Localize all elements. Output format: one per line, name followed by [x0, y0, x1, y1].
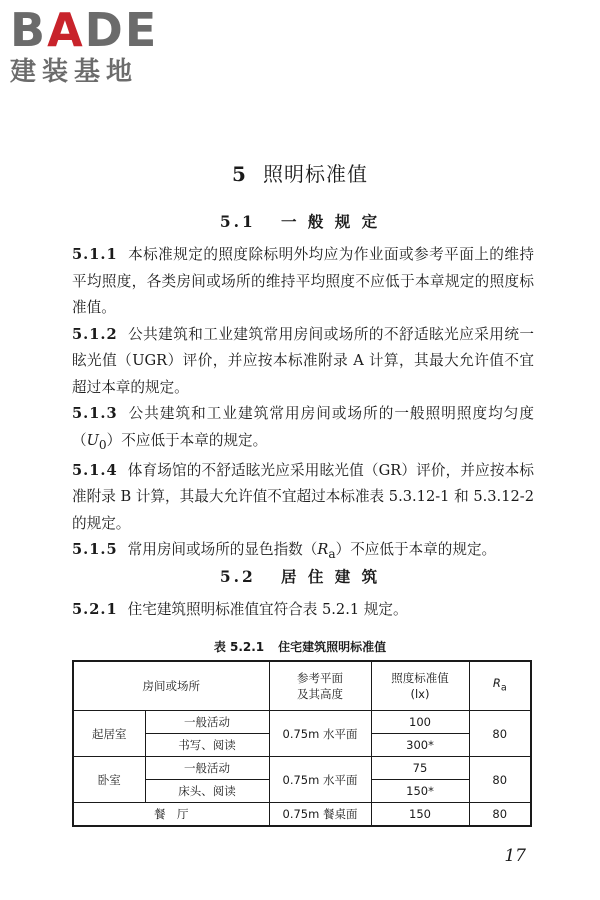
logo-letter-b: B	[10, 3, 48, 57]
clause-text-before: 常用房间或场所的显色指数（	[127, 541, 318, 559]
logo-subtitle: 建装基地	[10, 57, 139, 87]
cell-activity: 书写、阅读	[145, 734, 269, 757]
section-number: 5.2	[219, 567, 256, 586]
clause-text: 本标准规定的照度除标明外均应为作业面或参考平面上的维持平均照度，各类房间或场所的维持平均照度不应低于本章规定的照度标准值。	[72, 246, 534, 316]
clause-text: 住宅建筑照明标准值宜符合表 5.2.1 规定。	[127, 601, 408, 618]
section-number: 5.1	[219, 212, 256, 231]
cell-ra: 80	[469, 711, 531, 757]
clause-text-before: 公共建筑和工业建筑常用房间或场所的一般照明照度均匀度（	[72, 405, 534, 449]
clause-number: 5.1.3	[72, 405, 118, 422]
header-lux-line1: 照度标准值	[391, 671, 449, 685]
header-plane	[269, 661, 371, 711]
cell-lux: 150	[371, 803, 469, 827]
clause-5-1-5	[72, 537, 534, 567]
cell-lux: 150*	[371, 780, 469, 803]
cell-activity: 床头、阅读	[145, 780, 269, 803]
illuminance-table	[72, 660, 532, 827]
cell-lux: 300*	[371, 734, 469, 757]
cell-plane: 0.75m 水平面	[269, 757, 371, 803]
table-header-row	[73, 661, 531, 711]
chapter-title	[0, 158, 600, 187]
clause-5-1-4	[72, 458, 534, 538]
cell-room: 起居室	[73, 711, 145, 757]
header-room: 房间或场所	[73, 661, 269, 711]
header-lux-line2: (lx)	[410, 687, 430, 701]
cell-ra: 80	[469, 803, 531, 827]
logo-letters-de: DE	[84, 3, 159, 57]
chapter-number: 5	[232, 162, 247, 186]
clause-number: 5.1.5	[72, 541, 118, 559]
cell-room: 卧室	[73, 757, 145, 803]
header-lux	[371, 661, 469, 711]
clause-number: 5.1.1	[72, 246, 118, 263]
symbol-r: R	[317, 541, 329, 559]
page-number: 17	[504, 846, 526, 866]
chapter-title-text: 照明标准值	[262, 162, 368, 186]
table-caption-title: 住宅建筑照明标准值	[278, 640, 387, 654]
clause-5-2-1	[72, 597, 534, 624]
clause-text-after: ）不应低于本章的规定。	[335, 541, 497, 559]
logo-wordmark	[10, 3, 175, 57]
clause-block-5-1	[72, 242, 534, 568]
subscript-0: 0	[98, 437, 107, 452]
subscript-a: a	[328, 547, 336, 562]
header-ra-symbol: R	[492, 676, 501, 691]
table-row	[73, 711, 531, 734]
header-plane-line1: 参考平面	[297, 671, 343, 685]
clause-5-1-1	[72, 242, 534, 322]
clause-number: 5.2.1	[72, 601, 118, 618]
clause-number: 5.1.4	[72, 461, 118, 479]
cell-room: 餐 厅	[73, 803, 269, 827]
section-title-5-1	[0, 210, 600, 232]
cell-lux: 100	[371, 711, 469, 734]
header-plane-line2: 及其高度	[297, 687, 343, 701]
cell-plane: 0.75m 餐桌面	[269, 803, 371, 827]
table-row	[73, 757, 531, 780]
clause-text: 公共建筑和工业建筑常用房间或场所的不舒适眩光应采用统一眩光值（UGR）评价，并应按本标准附录 A 计算，其最大允许值不宜超过本章的规定。	[72, 325, 534, 396]
cell-ra: 80	[469, 757, 531, 803]
table-caption-number: 表 5.2.1	[213, 640, 265, 654]
clause-text-after: ）不应低于本章的规定。	[106, 431, 268, 449]
table-caption	[0, 638, 600, 655]
clause-5-1-3	[72, 401, 534, 458]
clause-block-5-2	[72, 597, 534, 624]
bade-logo	[10, 3, 175, 88]
cell-activity: 一般活动	[145, 757, 269, 780]
cell-activity: 一般活动	[145, 711, 269, 734]
cell-lux: 75	[371, 757, 469, 780]
section-title-text: 一 般 规 定	[280, 212, 381, 231]
cell-plane: 0.75m 水平面	[269, 711, 371, 757]
symbol-u: U	[86, 431, 99, 449]
clause-text: 体育场馆的不舒适眩光应采用眩光值（GR）评价，并应按本标准附录 B 计算，其最大允许值不宜超过本标准表 5.3.12-1 和 5.3.12-2 的规定。	[72, 461, 534, 532]
header-ra	[469, 661, 531, 711]
table-row	[73, 803, 531, 827]
logo-letter-a: A	[47, 3, 85, 57]
section-title-text: 居 住 建 筑	[280, 567, 381, 586]
clause-number: 5.1.2	[72, 325, 118, 343]
clause-5-1-2	[72, 322, 534, 402]
section-title-5-2	[0, 565, 600, 587]
header-ra-sub: a	[500, 682, 507, 694]
